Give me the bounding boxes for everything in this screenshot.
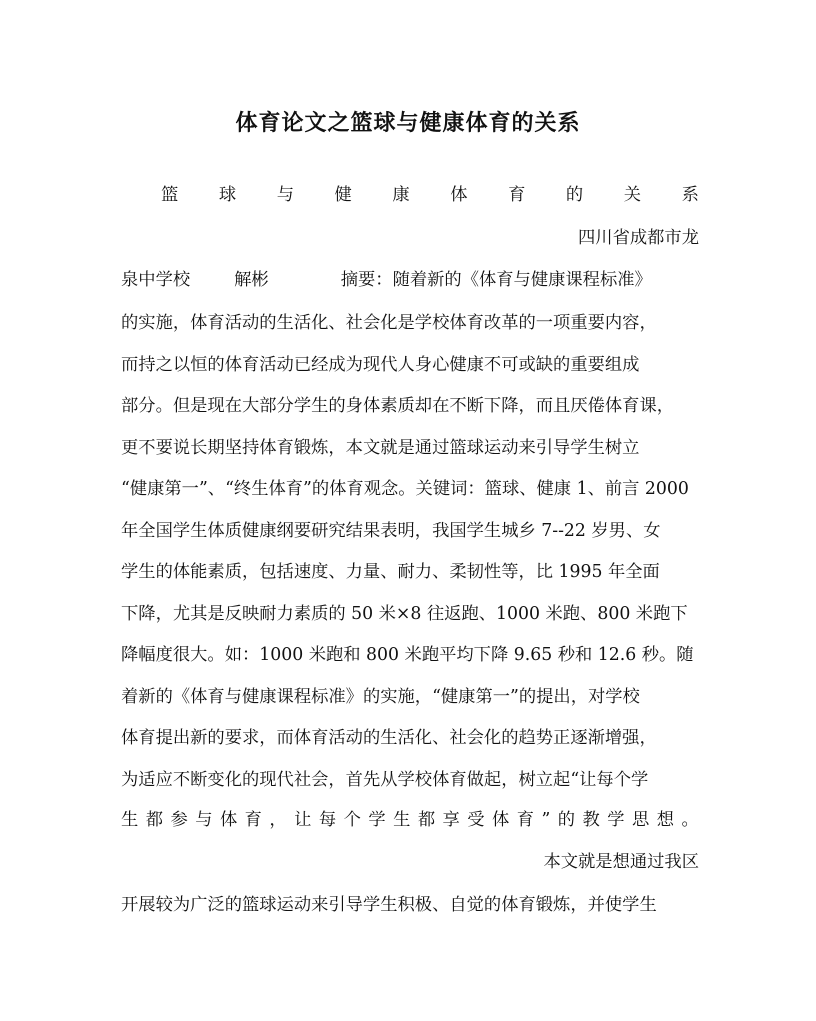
spread-char: 体 bbox=[219, 810, 238, 830]
right-line: 本文就是想通过我区 bbox=[543, 852, 699, 872]
body-line: 为适应不断变化的现代社会，首先从学校体育做起，树立起“让每个学 bbox=[121, 770, 649, 790]
spread-char: 学 bbox=[368, 810, 386, 830]
subtitle-spread bbox=[161, 180, 699, 210]
subtitle-char: 篮 bbox=[161, 185, 179, 205]
spread-line bbox=[121, 805, 699, 835]
spread-char: 每 bbox=[318, 810, 337, 830]
subtitle-char: 健 bbox=[334, 185, 352, 205]
spread-char: 想 bbox=[656, 810, 674, 830]
spread-char: 学 bbox=[607, 810, 625, 830]
subtitle-char: 育 bbox=[508, 185, 526, 205]
spread-char: 思 bbox=[631, 810, 650, 830]
spread-char: 个 bbox=[343, 810, 361, 830]
document-title: 体育论文之篮球与健康体育的关系 bbox=[235, 110, 581, 136]
body-line: 下降，尤其是反映耐力素质的 50 米×8 往返跑、1000 米跑、800 米跑下 bbox=[121, 604, 688, 624]
body-line: “健康第一”、“终生体育”的体育观念。关键词：篮球、健康 1、前言 2000 bbox=[121, 479, 689, 499]
spread-char: 体 bbox=[492, 810, 510, 830]
subtitle-char: 球 bbox=[218, 185, 237, 205]
spread-char: 都 bbox=[417, 810, 436, 830]
spread-char: 的 bbox=[557, 810, 576, 830]
subtitle-char: 系 bbox=[681, 185, 699, 205]
spread-char: 参 bbox=[170, 810, 188, 830]
spread-char: 享 bbox=[442, 810, 460, 830]
spread-line-chars bbox=[121, 805, 699, 835]
subtitle-char: 康 bbox=[392, 185, 410, 205]
body-line: 年全国学生体质健康纲要研究结果表明，我国学生城乡 7--22 岁男、女 bbox=[121, 521, 661, 541]
spread-char: 让 bbox=[294, 810, 312, 830]
abstract-start: 摘要：随着新的《体育与健康课程标准》 bbox=[340, 270, 652, 290]
body-line: 而持之以恒的体育活动已经成为现代人身心健康不可或缺的重要组成 bbox=[121, 355, 640, 375]
subtitle-char: 与 bbox=[276, 185, 294, 205]
body-line: 学生的体能素质，包括速度、力量、耐力、柔韧性等，比 1995 年全面 bbox=[121, 562, 660, 582]
subtitle-char: 体 bbox=[450, 185, 468, 205]
spread-char: 。 bbox=[681, 810, 699, 830]
spread-char: 受 bbox=[467, 810, 485, 830]
spread-char: 育 bbox=[244, 810, 262, 830]
body-line: 着新的《体育与健康课程标准》的实施，“健康第一”的提出，对学校 bbox=[121, 687, 640, 707]
spread-char: 生 bbox=[393, 810, 411, 830]
author-line bbox=[121, 265, 699, 295]
spread-char: 教 bbox=[582, 810, 600, 830]
spread-char: 育 bbox=[516, 810, 535, 830]
subtitle-line bbox=[121, 180, 699, 210]
author-name: 解彬 bbox=[234, 270, 269, 290]
school-name: 泉中学校 bbox=[121, 270, 191, 290]
affiliation-line: 四川省成都市龙 bbox=[578, 228, 699, 248]
spread-char: 与 bbox=[195, 810, 213, 830]
body-line: 更不要说长期坚持体育锻炼，本文就是通过篮球运动来引导学生树立 bbox=[121, 438, 640, 458]
spread-char: ， bbox=[269, 810, 287, 830]
spread-char: 生 bbox=[121, 810, 139, 830]
spread-char: 都 bbox=[145, 810, 164, 830]
last-line: 开展较为广泛的篮球运动来引导学生积极、自觉的体育锻炼，并使学生 bbox=[121, 895, 657, 915]
subtitle-char: 的 bbox=[565, 185, 584, 205]
body-line: 降幅度很大。如：1000 米跑和 800 米跑平均下降 9.65 秒和 12.6 秒。随 bbox=[121, 645, 694, 665]
subtitle-char: 关 bbox=[623, 185, 642, 205]
body-line: 体育提出新的要求，而体育活动的生活化、社会化的趋势正逐渐增强， bbox=[121, 728, 657, 748]
spread-char: ” bbox=[541, 810, 551, 830]
body-line: 部分。但是现在大部分学生的身体素质却在不断下降，而且厌倦体育课， bbox=[121, 396, 675, 416]
body-line: 的实施，体育活动的生活化、社会化是学校体育改革的一项重要内容， bbox=[121, 313, 657, 333]
